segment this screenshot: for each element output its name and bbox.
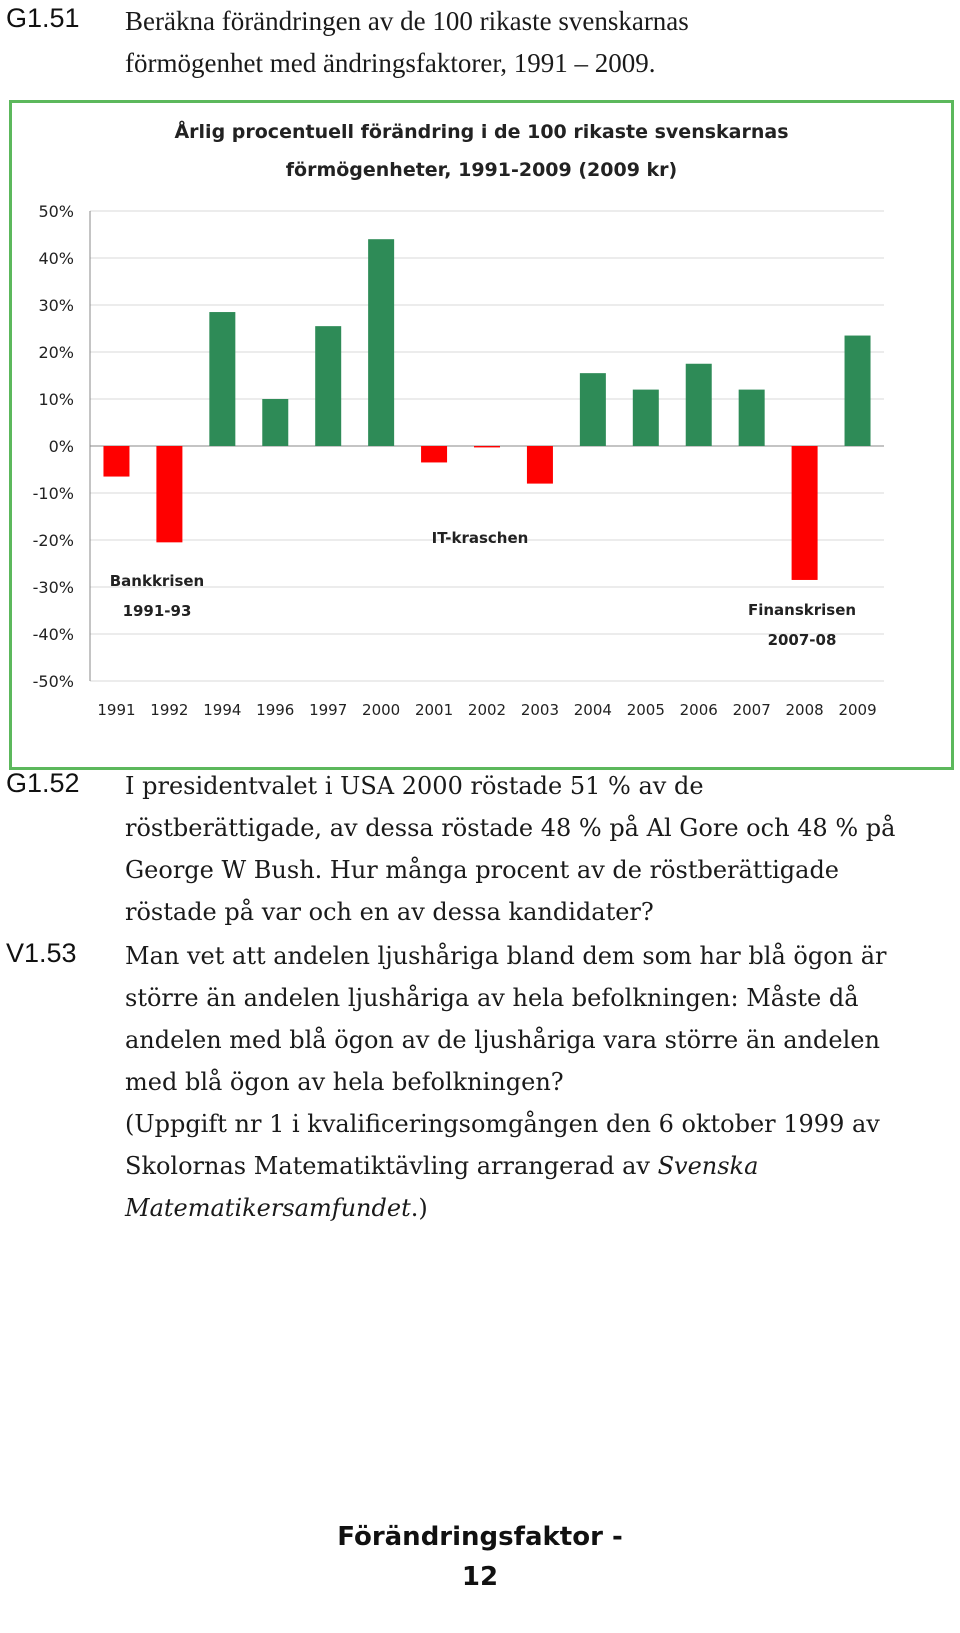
text-line: [125, 1145, 945, 1187]
exercise-number-g152: G1.52: [6, 768, 80, 798]
annotation-label: 2007-08: [767, 631, 837, 649]
bar-2002: [474, 446, 500, 447]
x-tick-label: 2009: [838, 701, 877, 719]
text-line: andelen med blå ögon av de ljushåriga vara större än andelen: [125, 1026, 880, 1054]
x-tick-label: 2002: [467, 701, 507, 719]
x-tick-label: 2004: [573, 701, 612, 719]
text-line: med blå ögon av hela befolkningen?: [125, 1068, 564, 1096]
x-tick-label: 2005: [626, 701, 665, 719]
bar-1992: [156, 446, 182, 542]
bar-1994: [209, 312, 235, 446]
x-tick-label: 2007: [732, 701, 771, 719]
annotation-label: Finanskrisen: [747, 601, 857, 619]
text-line: röstade på var och en av dessa kandidater?: [125, 898, 654, 926]
y-tick-label: 50%: [38, 202, 74, 221]
text-line: I presidentvalet i USA 2000 röstade 51 % av de: [125, 772, 704, 800]
exercise-number-g151: G1.51: [6, 3, 80, 33]
y-tick-label: 40%: [38, 249, 74, 268]
bar-2008: [792, 446, 818, 580]
text-segment-italic: Svenska: [657, 1152, 759, 1180]
bar-2001: [421, 446, 447, 462]
y-tick-label: -40%: [32, 625, 74, 644]
exercise-text-g152: [125, 765, 945, 933]
bar-1996: [262, 399, 288, 446]
text-segment-italic: Matematikersamfundet: [125, 1194, 411, 1222]
chart-title-line1: Årlig procentuell förändring i de 100 rikaste svenskarnas: [174, 121, 789, 143]
y-tick-label: -50%: [32, 672, 74, 691]
x-tick-label: 2000: [362, 701, 401, 719]
footer-title: Förändringsfaktor -: [337, 1522, 623, 1552]
text-line: George W Bush. Hur många procent av de röstberättigade: [125, 856, 840, 884]
chart-frame: [9, 100, 954, 770]
text-segment: .): [410, 1194, 428, 1222]
bar-2004: [580, 373, 606, 446]
x-tick-label: 2001: [414, 701, 454, 719]
x-tick-label: 1994: [203, 701, 242, 719]
x-tick-label: 1996: [256, 701, 295, 719]
text-segment: Skolornas Matematiktävling arrangerad av: [125, 1152, 658, 1180]
bar-2009: [845, 336, 871, 446]
text-line: (Uppgift nr 1 i kvalificeringsomgången den 6 oktober 1999 av: [125, 1110, 880, 1138]
text-line: [125, 1187, 945, 1229]
y-tick-label: 0%: [48, 437, 74, 456]
x-tick-label: 1997: [309, 701, 348, 719]
bar-2000: [368, 239, 394, 446]
x-tick-label: 2006: [679, 701, 718, 719]
text-line: större än andelen ljushåriga av hela befolkningen: Måste då: [125, 984, 859, 1012]
exercise-text-g151: [125, 0, 945, 84]
bar-2007: [739, 390, 765, 446]
y-tick-label: 20%: [38, 343, 74, 362]
bar-1991: [103, 446, 129, 477]
x-tick-label: 2003: [520, 701, 560, 719]
y-tick-label: -20%: [32, 531, 74, 550]
bar-2003: [527, 446, 553, 484]
text-line: förmögenhet med ändringsfaktorer, 1991 – 2009.: [125, 48, 656, 78]
annotation-label: 1991-93: [122, 602, 192, 620]
chart-title-line2: förmögenheter, 1991-2009 (2009 kr): [285, 159, 678, 181]
text-line: Man vet att andelen ljushåriga bland dem som har blå ögon är: [125, 942, 887, 970]
annotation-label: Bankkrisen: [109, 572, 205, 590]
annotation-label: IT-kraschen: [431, 529, 529, 547]
x-tick-label: 1992: [150, 701, 189, 719]
text-line: röstberättigade, av dessa röstade 48 % på Al Gore och 48 % på: [125, 814, 896, 842]
bar-2005: [633, 390, 659, 446]
y-tick-label: -30%: [32, 578, 74, 597]
bar-1997: [315, 326, 341, 446]
exercise-text-v153: [125, 935, 945, 1229]
y-tick-label: -10%: [32, 484, 74, 503]
bar-2006: [686, 364, 712, 446]
exercise-number-v153: V1.53: [6, 938, 77, 968]
text-line: Beräkna förändringen av de 100 rikaste svenskarnas: [125, 6, 689, 36]
y-tick-label: 10%: [38, 390, 74, 409]
footer-page-number: 12: [461, 1562, 499, 1592]
y-tick-label: 30%: [38, 296, 74, 315]
x-tick-label: 2008: [785, 701, 824, 719]
x-tick-label: 1991: [97, 701, 136, 719]
bar-chart: [12, 103, 951, 767]
